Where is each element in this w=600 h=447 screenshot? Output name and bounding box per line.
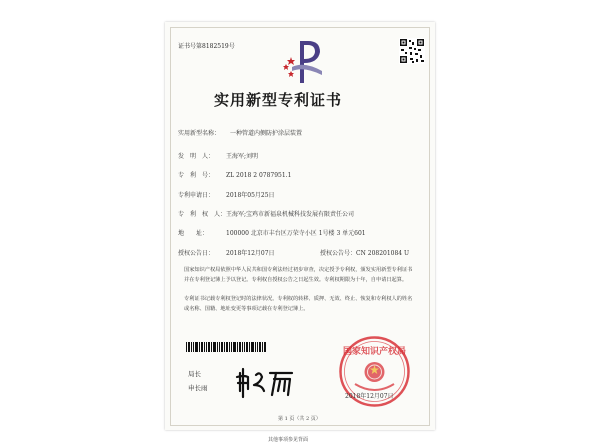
patentee-value: 王海军;宝鸡市新福泉机械科技发展有限责任公司: [226, 211, 355, 218]
application-date-value: 2018年05月25日: [226, 192, 275, 199]
qr-code-icon: [399, 38, 425, 64]
grant-date-label: 授权公告日：: [178, 250, 215, 257]
barcode-icon: [186, 342, 266, 352]
address-value: 100000 北京市丰台区万荣寺小区 1号楼 3 单元601: [226, 230, 366, 237]
inventor-value: 王海军;刘明: [226, 153, 259, 160]
grant-date-value: 2018年12月07日: [226, 250, 275, 257]
director-name: 申长雨: [188, 384, 208, 392]
statement-paragraph-1: 国家知识产权局依照中华人民共和国专利法经过初步审查，决定授予专利权，颁发实用新型专利证书并在专利登记簿上予以登记。专利权自授权公告之日起生效。专利权期限为十年，自申请日起算。: [184, 267, 413, 283]
signature-icon: [234, 365, 294, 399]
patent-number-label: 专 利 号：: [178, 172, 215, 179]
utility-model-name-label: 实用新型名称：: [178, 130, 221, 137]
application-date-label: 专利申请日：: [178, 192, 215, 199]
seal-date: 2018年12月07日: [345, 393, 394, 400]
certificate-title: 实用新型专利证书: [214, 91, 343, 109]
seal-text: 国家知识产权局: [342, 347, 407, 357]
director-title: 局长: [188, 370, 201, 378]
cnipa-logo-icon: [282, 37, 332, 85]
announcement-number: 授权公告号：CN 208201084 U: [320, 250, 410, 257]
statement-paragraph-2: 专利证书记载专利权登记时的法律状况。专利权的转移、质押、无效、终止、恢复和专利权人的姓名或名称、国籍、地址变更等事项记载在专利登记簿上。: [184, 296, 413, 312]
inventor-label: 发 明 人：: [178, 153, 215, 160]
patentee-label: 专 利 权 人：: [178, 211, 227, 218]
utility-model-name-value: 一种管道内侧防护涂层装置: [230, 130, 303, 137]
footer-note: 其他事项参见背面: [268, 437, 309, 443]
patent-number-value: ZL 2018 2 0787951.1: [226, 172, 292, 179]
certificate-number: 证书号第8182519号: [178, 43, 235, 50]
address-label: 地 址：: [178, 230, 209, 237]
page-number: 第 1 页（共 2 页）: [278, 416, 321, 422]
